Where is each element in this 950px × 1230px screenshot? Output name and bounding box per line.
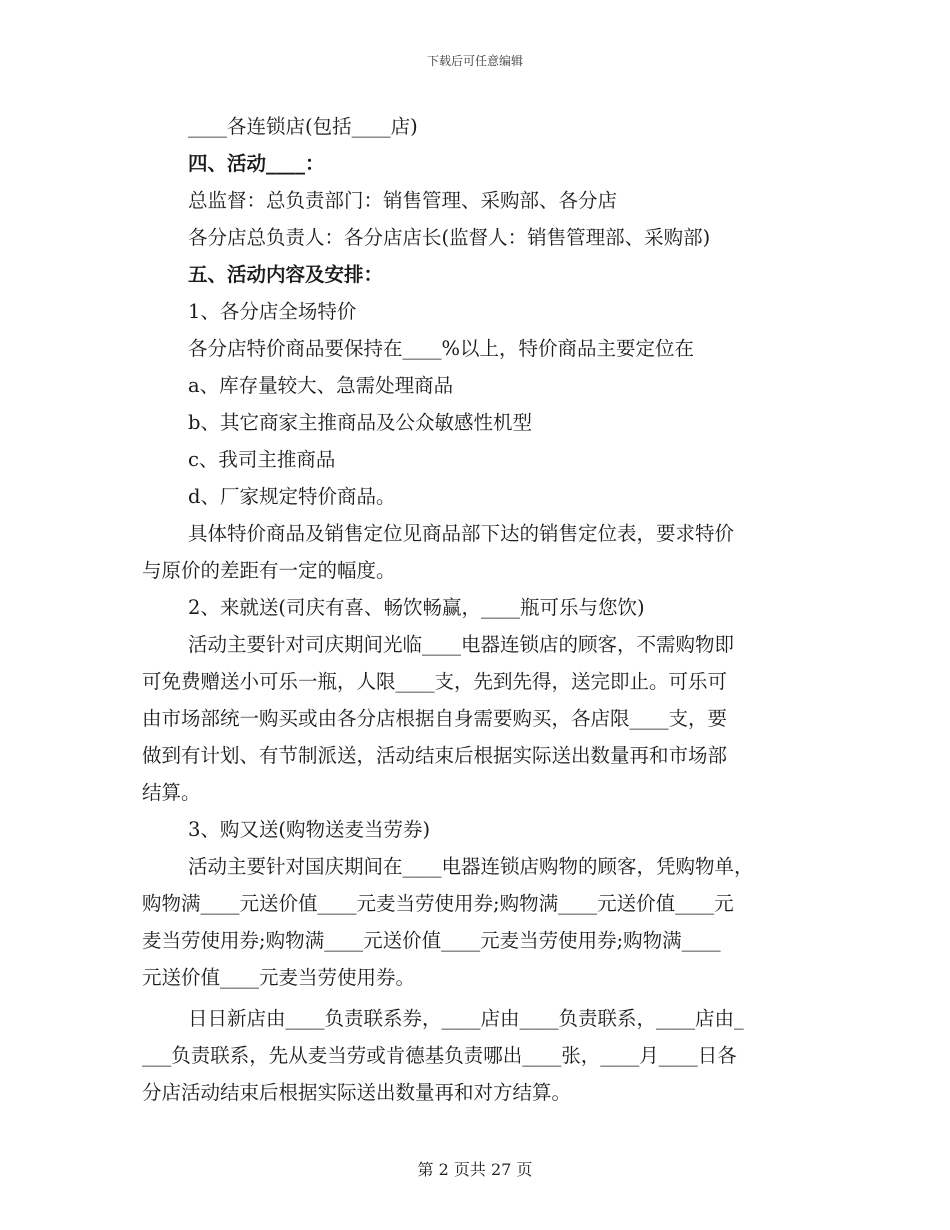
paragraph-line: 购物满____元送价值____元麦当劳使用券;购物满____元送价值____元 bbox=[142, 892, 734, 915]
paragraph-line: 总监督：总负责部门：销售管理、采购部、各分店 bbox=[188, 189, 618, 212]
page-header: 下载后可任意编辑 bbox=[426, 54, 523, 68]
paragraph-line: 做到有计划、有节制派送，活动结束后根据实际送出数量再和市场部 bbox=[142, 744, 728, 767]
list-item: d、厂家规定特价商品。 bbox=[188, 485, 396, 508]
section-heading: 四、活动____： bbox=[188, 152, 325, 175]
subheading: 1、各分店全场特价 bbox=[188, 300, 357, 323]
list-item: b、其它商家主推商品及公众敏感性机型 bbox=[188, 411, 532, 434]
document-body bbox=[142, 108, 802, 1111]
paragraph-line: ___负责联系，先从麦当劳或肯德基负责哪出____张，____月____日各 bbox=[142, 1044, 737, 1067]
paragraph-line: 结算。 bbox=[142, 781, 201, 804]
paragraph-line: 元送价值____元麦当劳使用券。 bbox=[142, 966, 416, 989]
paragraph-line: 各分店特价商品要保持在____%以上，特价商品主要定位在 bbox=[188, 337, 695, 360]
paragraph-line: 可免费赠送小可乐一瓶，人限____支，先到先得，送完即止。可乐可 bbox=[142, 670, 728, 693]
paragraph-line: 各分店总负责人：各分店店长(监督人：销售管理部、采购部) bbox=[188, 226, 711, 249]
paragraph-line: 具体特价商品及销售定位见商品部下达的销售定位表，要求特价 bbox=[188, 522, 735, 545]
paragraph-line: 由市场部统一购买或由各分店根据自身需要购买，各店限____支，要 bbox=[142, 707, 728, 730]
page-footer: 第 2 页共 27 页 bbox=[417, 1160, 533, 1179]
subheading: 2、来就送(司庆有喜、畅饮畅赢，____瓶可乐与您饮) bbox=[188, 596, 645, 619]
list-item: a、库存量较大、急需处理商品 bbox=[188, 374, 454, 397]
list-item: c、我司主推商品 bbox=[188, 448, 336, 471]
paragraph-line: 麦当劳使用券;购物满____元送价值____元麦当劳使用券;购物满____ bbox=[142, 929, 721, 952]
section-heading: 五、活动内容及安排： bbox=[188, 263, 384, 286]
subheading: 3、购又送(购物送麦当劳券) bbox=[188, 818, 431, 841]
paragraph-line: 日日新店由____负责联系券，____店由____负责联系，____店由_ bbox=[188, 1007, 744, 1030]
paragraph-line: 活动主要针对司庆期间光临____电器连锁店的顾客，不需购物即 bbox=[188, 633, 735, 656]
paragraph-line: 与原价的差距有一定的幅度。 bbox=[142, 559, 396, 582]
paragraph-line: 活动主要针对国庆期间在____电器连锁店购物的顾客，凭购物单， bbox=[188, 855, 754, 878]
paragraph-line: ____各连锁店(包括____店) bbox=[188, 115, 418, 138]
paragraph-line: 分店活动结束后根据实际送出数量再和对方结算。 bbox=[142, 1081, 572, 1104]
